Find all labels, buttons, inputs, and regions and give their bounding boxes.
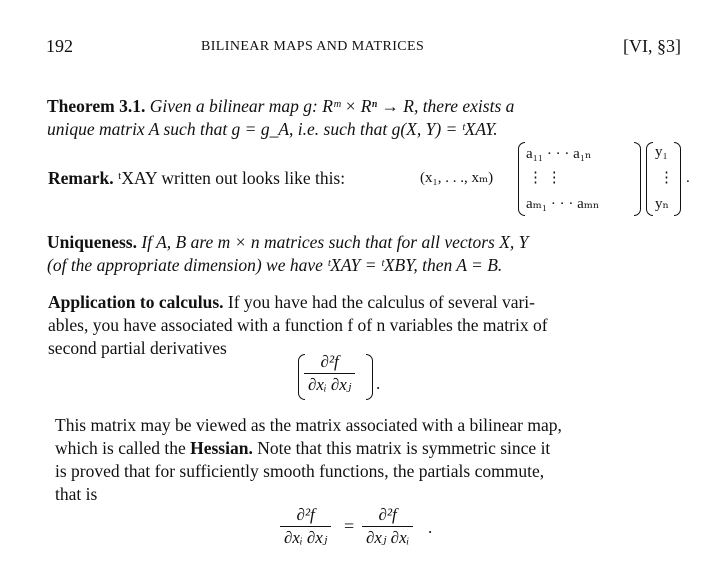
theorem-line-1 — [47, 95, 514, 118]
remark-text: ᵗXAY written out looks like this: — [117, 168, 346, 188]
remark-label: Remark. — [48, 168, 114, 188]
application-line-1 — [48, 291, 548, 314]
row-vector: (x₁, . . ., xₘ) — [420, 170, 494, 186]
eq-left-denominator: ∂xᵢ ∂xⱼ — [284, 528, 328, 547]
hessian-line-2 — [55, 437, 562, 460]
hessian-block — [55, 414, 562, 506]
matrix-dots: ⋮ ⋮ — [528, 170, 562, 186]
matrix-row-1: a₁₁ · · · a₁ₙ — [526, 146, 592, 162]
column-left-paren — [646, 142, 653, 216]
hessian-text-1: This matrix may be viewed as the matrix associated with a bilinear map, — [55, 415, 562, 435]
uniqueness-line-1 — [47, 231, 528, 254]
uniqueness-label: Uniqueness. — [47, 232, 137, 252]
eq-right-bar — [362, 526, 413, 527]
uniqueness-text-1: If A, B are m × n matrices such that for all vectors X, Y — [141, 232, 529, 252]
hessian-denominator: ∂xᵢ ∂xⱼ — [308, 375, 352, 394]
matrix-row-2: aₘ₁ · · · aₘₙ — [526, 196, 600, 212]
running-title: BILINEAR MAPS AND MATRICES — [201, 39, 425, 54]
section-ref: [VI, §3] — [623, 36, 681, 56]
uniqueness-block — [47, 231, 528, 277]
theorem-text-1: Given a bilinear map g: Rᵐ × Rⁿ → R, there exists a — [149, 96, 515, 116]
theorem-text-2: unique matrix A such that g = g_A, i.e. such that g(X, Y) = ᵗXAY. — [47, 119, 498, 139]
theorem-label: Theorem 3.1. — [47, 96, 146, 116]
column-right-paren — [674, 142, 681, 216]
eq-left-numerator: ∂²f — [296, 505, 315, 524]
hessian-term: Hessian. — [190, 438, 253, 458]
theorem-block — [47, 95, 514, 141]
column-dots: ⋮ — [659, 170, 674, 186]
hessian-text-2-pre: which is called the — [55, 438, 186, 458]
eq-end-period: . — [428, 518, 433, 537]
remark-end-period: . — [686, 170, 690, 186]
eq-right-numerator: ∂²f — [378, 505, 397, 524]
hessian-numerator: ∂²f — [320, 352, 339, 371]
hessian-text-2-post: Note that this matrix is symmetric since it — [257, 438, 551, 458]
page-header — [46, 36, 681, 60]
uniqueness-text-2: (of the appropriate dimension) we have ᵗXAY = ᵗXBY, then A = B. — [47, 255, 503, 275]
application-label: Application to calculus. — [48, 292, 224, 312]
matrix-right-paren — [634, 142, 641, 216]
application-text-2: ables, you have associated with a function f of n variables the matrix of — [48, 315, 548, 335]
eq-equals-sign: = — [344, 516, 355, 536]
hessian-text-4: that is — [55, 484, 98, 504]
hessian-fraction-bar — [304, 373, 355, 374]
application-block — [48, 291, 548, 360]
remark-block — [48, 168, 345, 189]
eq-right-denominator: ∂xⱼ ∂xᵢ — [366, 528, 410, 547]
hessian-end-period: . — [376, 374, 381, 393]
hessian-fraction — [304, 352, 355, 395]
column-bottom: yₙ — [655, 196, 669, 212]
eq-left-fraction — [280, 505, 331, 548]
application-text-3: second partial derivatives — [48, 338, 227, 358]
column-top: y₁ — [655, 144, 668, 160]
eq-left-bar — [280, 526, 331, 527]
hessian-text-3: is proved that for sufficiently smooth functions, the partials commute, — [55, 461, 545, 481]
matrix-left-paren — [518, 142, 525, 216]
application-text-1: If you have had the calculus of several vari- — [227, 292, 535, 312]
page-number: 192 — [46, 36, 73, 56]
hessian-right-paren — [366, 354, 373, 400]
eq-right-fraction — [362, 505, 413, 548]
remark-matrix-expression — [420, 140, 705, 220]
